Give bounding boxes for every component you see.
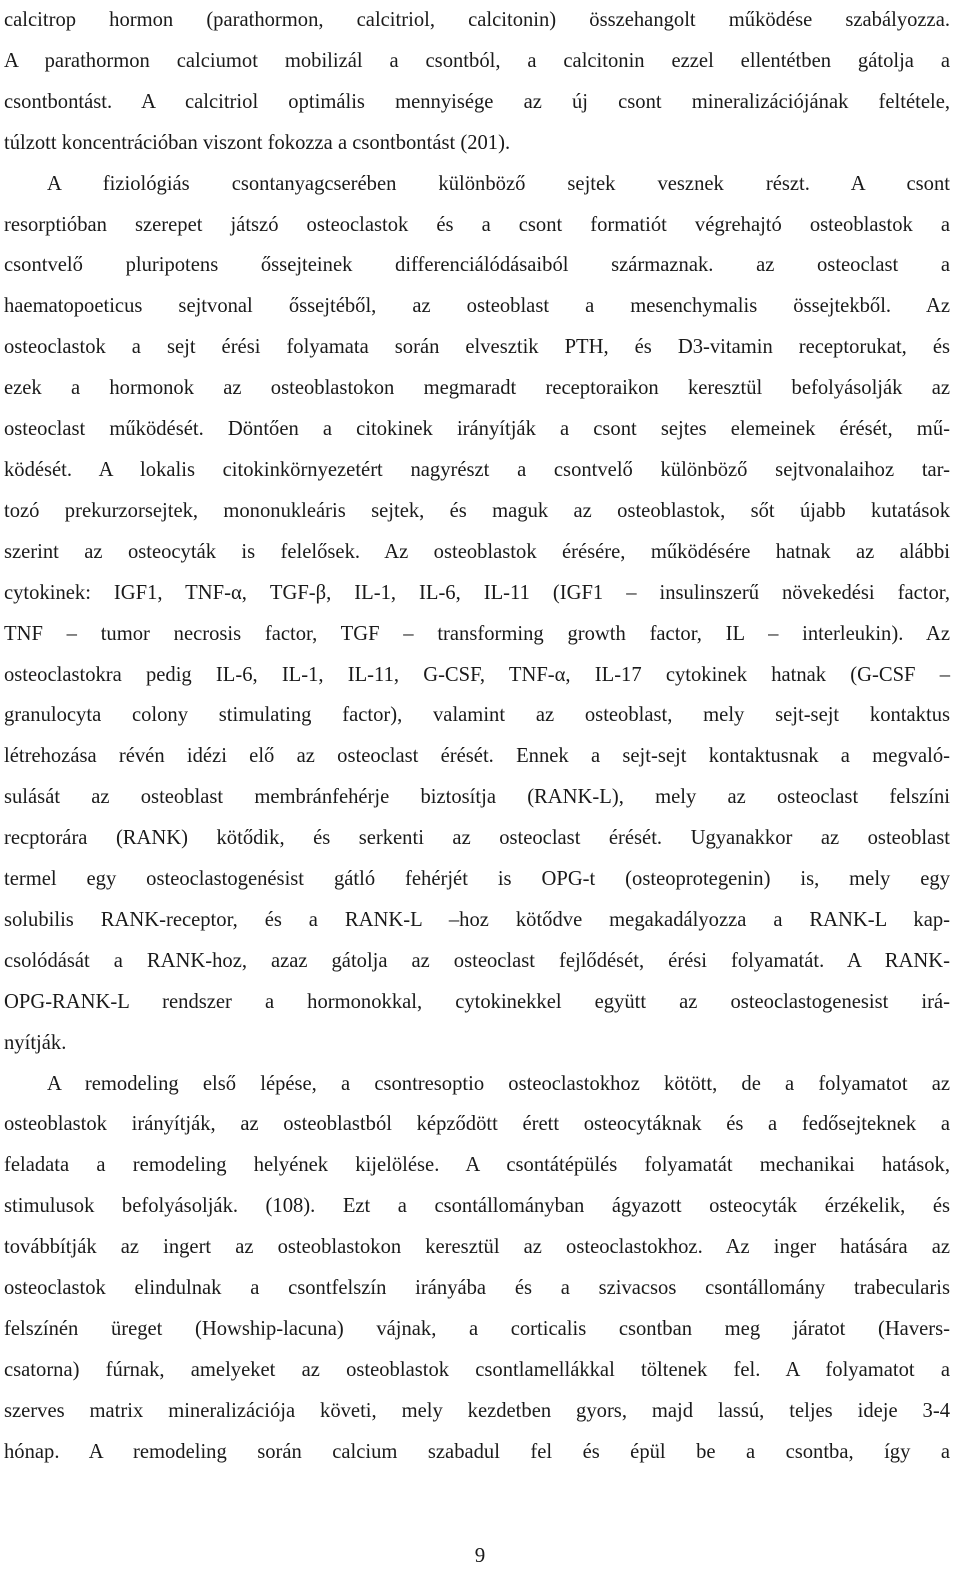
text-line: csolódását a RANK-hoz, azaz gátolja az osteoclast fejlődését, érési folyamatát. A RANK- (4, 949, 950, 972)
text-line: nyítják. (4, 1031, 67, 1054)
text-line: osteoclastokra pedig IL-6, IL-1, IL-11, G-CSF, TNF-α, IL-17 cytokinek hatnak (G-CSF – (4, 663, 950, 686)
text-line: szerint az osteocyták is felelősek. Az osteoblastok érésére, működésére hatnak az alábbi (4, 540, 950, 563)
text-line: A fiziológiás csontanyagcserében különböző sejtek vesznek részt. A csont (47, 172, 950, 195)
page-number: 9 (474, 1543, 486, 1567)
text-line: ezek a hormonok az osteoblastokon megmaradt receptoraikon keresztül befolyásolják az (4, 377, 950, 400)
text-line: túlzott koncentrációban viszont fokozza a csontbontást (201). (4, 131, 511, 154)
text-line: létrehozása révén idézi elő az osteoclast érését. Ennek a sejt-sejt kontaktusnak a megvaló- (4, 745, 950, 768)
text-line: továbbítják az ingert az osteoblastokon keresztül az osteoclastokhoz. Az inger hatására az (4, 1236, 950, 1259)
text-line: hónap. A remodeling során calcium szabadul fel és épül be a csontba, így a (4, 1440, 950, 1463)
text-line: calcitrop hormon (parathormon, calcitriol, calcitonin) összehangolt működése szabályozza. (4, 9, 950, 31)
text-line: osteoclast működését. Döntően a citokinek irányítják a csont sejtes elemeinek érését, mű- (4, 418, 950, 441)
text-line: tozó prekurzorsejtek, mononukleáris sejtek, és maguk az osteoblastok, sőt újabb kutatások (4, 499, 950, 522)
text-line: osteoblastok irányítják, az osteoblastból képződött érett osteocytáknak és a fedősejteknek a (4, 1113, 950, 1136)
text-line: resorptióban szerepet játszó osteoclastok és a csont formatiót végrehajtó osteoblastok a (4, 213, 950, 236)
text-line: osteoclastok elindulnak a csontfelszín irányába és a szivacsos csontállomány trabecularis (4, 1277, 950, 1300)
body-text (4, 0, 950, 1473)
text-line: stimulusok befolyásolják. (108). Ezt a csontállományban ágyazott osteocyták érzékelik, és (4, 1195, 950, 1218)
text-line: granulocyta colony stimulating factor), valamint az osteoblast, mely sejt-sejt kontaktus (4, 704, 950, 727)
text-line: A remodeling első lépése, a csontresoptio osteoclastokhoz kötött, de a folyamatot az (47, 1072, 950, 1095)
text-line: szerves matrix mineralizációja követi, mely kezdetben gyors, majd lassú, teljes ideje 3-4 (4, 1399, 950, 1422)
text-line: csontvelő pluripotens őssejteinek differenciálódásaiból származnak. az osteoclast a (4, 254, 950, 277)
text-line: solubilis RANK-receptor, és a RANK-L –hoz kötődve megakadályozza a RANK-L kap- (4, 908, 950, 931)
text-line: sulását az osteoblast membránfehérje biztosítja (RANK-L), mely az osteoclast felszíni (4, 786, 950, 809)
text-line: cytokinek: IGF1, TNF-α, TGF-β, IL-1, IL-6, IL-11 (IGF1 – insulinszerű növekedési factor, (4, 581, 950, 604)
text-line: recptorára (RANK) kötődik, és serkenti az osteoclast érését. Ugyanakkor az osteoblast (4, 827, 950, 850)
text-line: haematopoeticus sejtvonal őssejtéből, az osteoblast a mesenchymalis össejtekből. Az (4, 295, 950, 318)
text-line: feladata a remodeling helyének kijelölése. A csontátépülés folyamatát mechanikai hatások, (4, 1154, 950, 1177)
text-line: csontbontást. A calcitriol optimális mennyisége az új csont mineralizációjának feltétele, (4, 90, 950, 113)
text-line: TNF – tumor necrosis factor, TGF – transforming growth factor, IL – interleukin). Az (4, 622, 950, 645)
text-line: felszínén üreget (Howship-lacuna) vájnak, a corticalis csontban meg járatot (Havers- (4, 1318, 950, 1340)
text-line: A parathormon calciumot mobilizál a csontból, a calcitonin ezzel ellentétben gátolja a (4, 49, 950, 72)
text-line: termel egy osteoclastogenésist gátló fehérjét is OPG-t (osteoprotegenin) is, mely egy (4, 868, 950, 891)
text-line: osteoclastok a sejt érési folyamata során elvesztik PTH, és D3-vitamin receptorukat, és (4, 336, 950, 359)
text-line: csatorna) fúrnak, amelyeket az osteoblastok csontlamellákkal töltenek fel. A folyamatot a (4, 1358, 950, 1381)
text-line: OPG-RANK-L rendszer a hormonokkal, cytokinekkel együtt az osteoclastogenesist irá- (4, 990, 950, 1013)
text-line: ködését. A lokalis citokinkörnyezetért nagyrészt a csontvelő különböző sejtvonalaihoz tar- (4, 458, 950, 481)
